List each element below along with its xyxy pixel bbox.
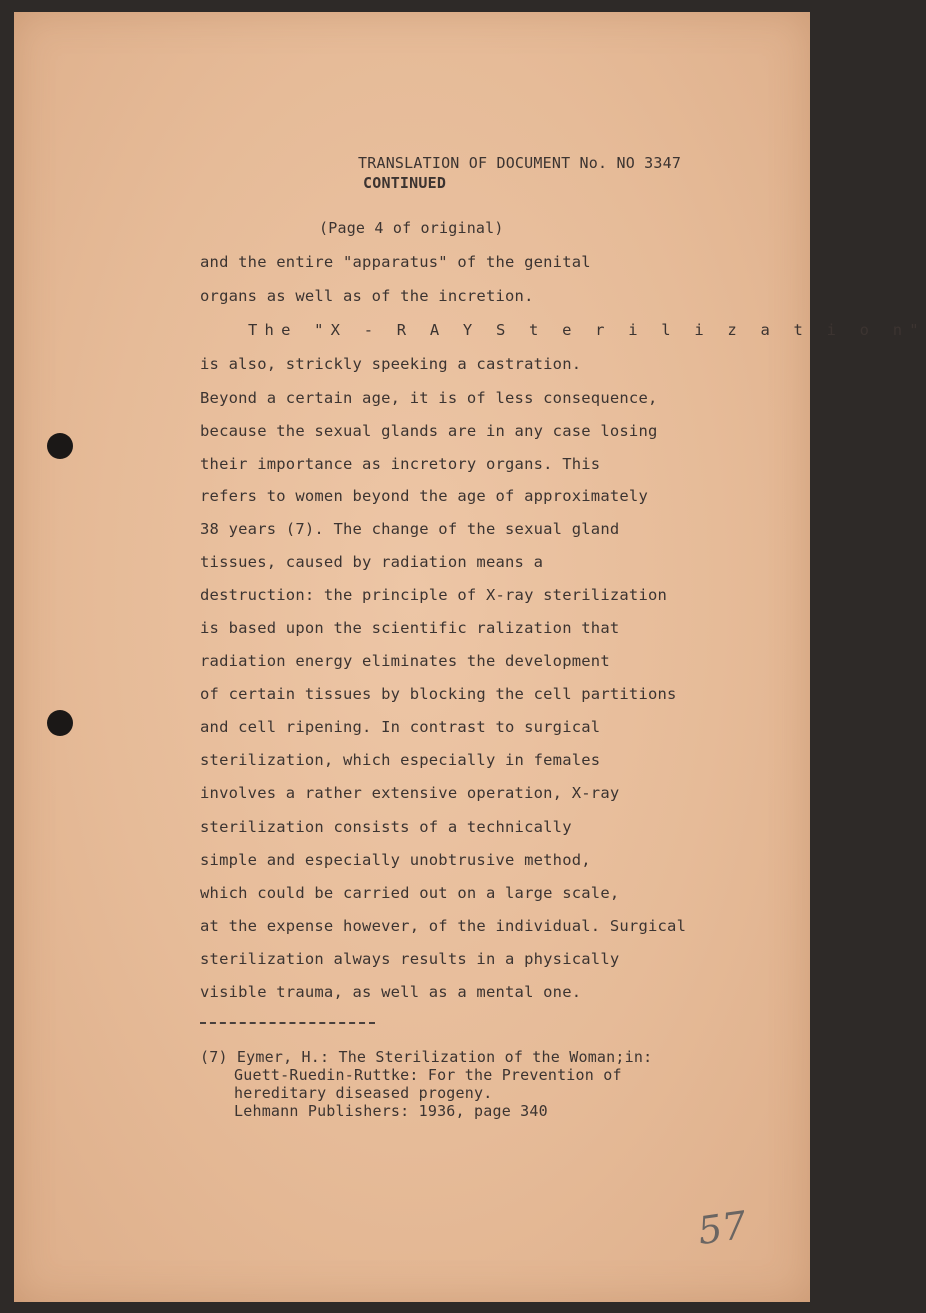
body-line-14: of certain tissues by blocking the cell partitions xyxy=(200,685,677,703)
handwritten-page-number: 57 xyxy=(695,1202,750,1254)
body-line-23: visible trauma, as well as a mental one. xyxy=(200,983,582,1001)
body-line-17: involves a rather extensive operation, X-ray xyxy=(200,784,620,802)
body-line-16: sterilization, which especially in females xyxy=(200,751,601,769)
document-page xyxy=(14,12,926,1302)
body-line-7: their importance as incretory organs. This xyxy=(200,455,601,473)
footnote-line-2: Guett-Ruedin-Ruttke: For the Prevention of xyxy=(234,1066,622,1084)
body-line-21: at the expense however, of the individual. Surgical xyxy=(200,917,687,935)
footnote-line-1: (7) Eymer, H.: The Sterilization of the Woman;in: xyxy=(200,1048,653,1066)
body-line-12: is based upon the scientific ralization that xyxy=(200,619,620,637)
document-continued-label: CONTINUED xyxy=(363,174,447,192)
body-line-2: organs as well as of the incretion. xyxy=(200,287,534,305)
body-line-19: simple and especially unobtrusive method, xyxy=(200,851,591,869)
footnote-line-3: hereditary diseased progeny. xyxy=(234,1084,493,1102)
body-line-9: 38 years (7). The change of the sexual gland xyxy=(200,520,620,538)
body-line-8: refers to women beyond the age of approximately xyxy=(200,487,648,505)
body-line-20: which could be carried out on a large scale, xyxy=(200,884,620,902)
body-line-5: Beyond a certain age, it is of less consequence, xyxy=(200,389,658,407)
body-line-10: tissues, caused by radiation means a xyxy=(200,553,544,571)
body-line-15: and cell ripening. In contrast to surgical xyxy=(200,718,601,736)
body-line-4: is also, strickly speeking a castration. xyxy=(200,355,582,373)
footnote-line-4: Lehmann Publishers: 1936, page 340 xyxy=(234,1102,548,1120)
punch-hole-bottom xyxy=(47,710,73,736)
body-line-11: destruction: the principle of X-ray sterilization xyxy=(200,586,668,604)
body-line-13: radiation energy eliminates the development xyxy=(200,652,610,670)
footnote-separator xyxy=(200,1022,375,1024)
body-line-22: sterilization always results in a physically xyxy=(200,950,620,968)
original-page-note: (Page 4 of original) xyxy=(319,219,504,237)
body-line-6: because the sexual glands are in any case losing xyxy=(200,422,658,440)
document-title: TRANSLATION OF DOCUMENT No. NO 3347 xyxy=(358,154,682,172)
body-line-18: sterilization consists of a technically xyxy=(200,818,572,836)
punch-hole-top xyxy=(47,433,73,459)
body-line-3: The "X - R A Y S t e r i l i z a t i o n" xyxy=(248,321,926,339)
body-line-1: and the entire "apparatus" of the genital xyxy=(200,253,591,271)
